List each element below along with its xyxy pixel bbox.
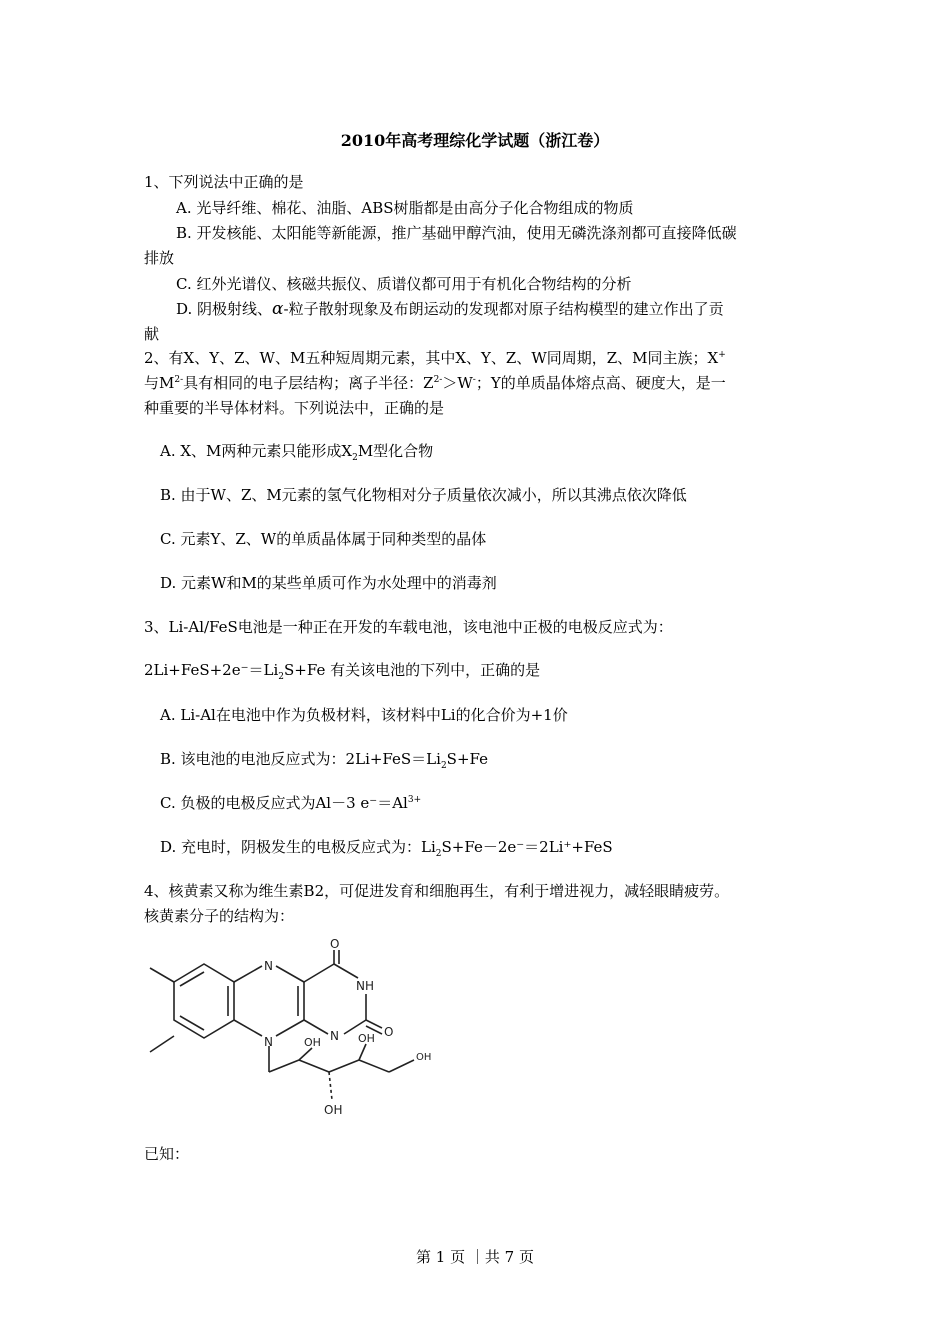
q4-stem-line2: 核黄素分子的结构为：	[144, 907, 295, 925]
atom-label: OH	[304, 1036, 321, 1049]
q2-option-a: A. X、M两种元素只能形成$X_2M$型化合物	[160, 442, 434, 463]
atom-label: NH	[356, 979, 374, 993]
atom-label: OH	[324, 1103, 343, 1117]
q3-stem-line2: $2Li+FeS+2e^-=Li_2S+Fe$ 有关该电池的下列中，正确的是	[144, 661, 541, 682]
q4-stem-line1: 4、核黄素又称为维生素B2，可促进发育和细胞再生，有利于增进视力，减轻眼睛疲劳。	[144, 882, 730, 900]
pyrazine-bond-1	[234, 966, 262, 982]
q1-option-d-cont: 献	[144, 325, 160, 343]
pyrazine-bond-4	[276, 1020, 304, 1036]
chain-bond-4	[329, 1060, 359, 1072]
q3-stem-line1: 3、Li-Al/FeS电池是一种正在开发的车载电池，该电池中正极的电极反应式为：	[144, 618, 673, 636]
q1-option-a: A. 光导纤维、棉花、油脂、ABS树脂都是由高分子化合物组成的物质	[176, 199, 634, 217]
pyrimidine-bond-1	[304, 964, 334, 982]
q3-option-d: D. 充电时，阴极发生的电极反应式为：$Li_2S+Fe-2e^-=2Li^++FeS$	[160, 838, 613, 859]
q2-stem-line3: 种重要的半导体材料。下列说法中，正确的是	[144, 399, 445, 417]
q3-option-a: A. Li-Al在电池中作为负极材料，该材料中Li的化合价为+1价	[160, 706, 568, 724]
pyrazine-bond-5	[234, 1020, 262, 1036]
atom-label: O	[330, 938, 340, 951]
q1-option-d: D. 阴极射线、α-粒子散射现象及布朗运动的发现都对原子结构模型的建立作出了贡	[176, 299, 724, 319]
q1-option-c: C. 红外光谱仪、核磁共振仪、质谱仪都可用于有机化合物结构的分析	[176, 275, 632, 293]
page-footer: 第 1 页 ｜共 7 页	[416, 1248, 534, 1266]
q2-option-c: C. 元素Y、Z、W的单质晶体属于同种类型的晶体	[160, 530, 487, 548]
atom-label: N	[264, 959, 273, 973]
q2-option-d: D. 元素W和M的某些单质可作为水处理中的消毒剂	[160, 574, 497, 592]
pyrazine-bond-2	[276, 966, 304, 982]
atom-label: N	[330, 1029, 339, 1043]
chain-bond-oh4	[389, 1060, 414, 1072]
q2-option-b: B. 由于W、Z、M元素的氢气化物相对分子质量依次减小，所以其沸点依次降低	[160, 486, 687, 504]
q4-known: 已知：	[144, 1145, 190, 1163]
q1-stem: 1、下列说法中正确的是	[144, 173, 304, 191]
chain-bond-oh2	[329, 1072, 332, 1100]
q1-option-b: B. 开发核能、太阳能等新能源，推广基础甲醇汽油，使用无磷洗涤剂都可直接降低碳	[176, 224, 737, 242]
chain-bond-5	[359, 1060, 389, 1072]
q2-stem-line1: 2、有X、Y、Z、W、M五种短周期元素，其中X、Y、Z、W同周期，Z、M同主族；X+	[144, 349, 726, 367]
q3-option-b: B. 该电池的电池反应式为：$2Li+FeS=Li_2S+Fe$	[160, 750, 488, 771]
riboflavin-structure-diagram	[144, 938, 454, 1120]
atom-label: OH	[416, 1052, 432, 1063]
chain-bond-oh3	[359, 1044, 366, 1060]
q3-option-c: C. 负极的电极反应式为Al－3 $e^-=Al^{3+}$	[160, 794, 422, 812]
pyrimidine-bond-2	[334, 964, 358, 978]
chain-bond-3	[299, 1060, 329, 1072]
methyl-bond-bottom	[150, 1036, 174, 1052]
atom-label: N	[264, 1035, 273, 1049]
chain-bond-oh1	[299, 1048, 312, 1060]
chain-bond-2	[269, 1060, 299, 1072]
methyl-bond-top	[150, 968, 174, 982]
q1-option-b-cont: 排放	[144, 249, 175, 267]
atom-label: O	[384, 1025, 394, 1039]
benzene-ring	[174, 964, 234, 1038]
pyrimidine-bond-5	[304, 1020, 328, 1034]
atom-label: OH	[358, 1032, 375, 1045]
q2-stem-line2: 与$M^{2-}$具有相同的电子层结构；离子半径：$Z^{2-}>W^-$；Y的单质晶体熔点高、硬度大，是一	[144, 374, 726, 392]
page-title: 2010年高考理综化学试题（浙江卷）	[340, 131, 610, 150]
